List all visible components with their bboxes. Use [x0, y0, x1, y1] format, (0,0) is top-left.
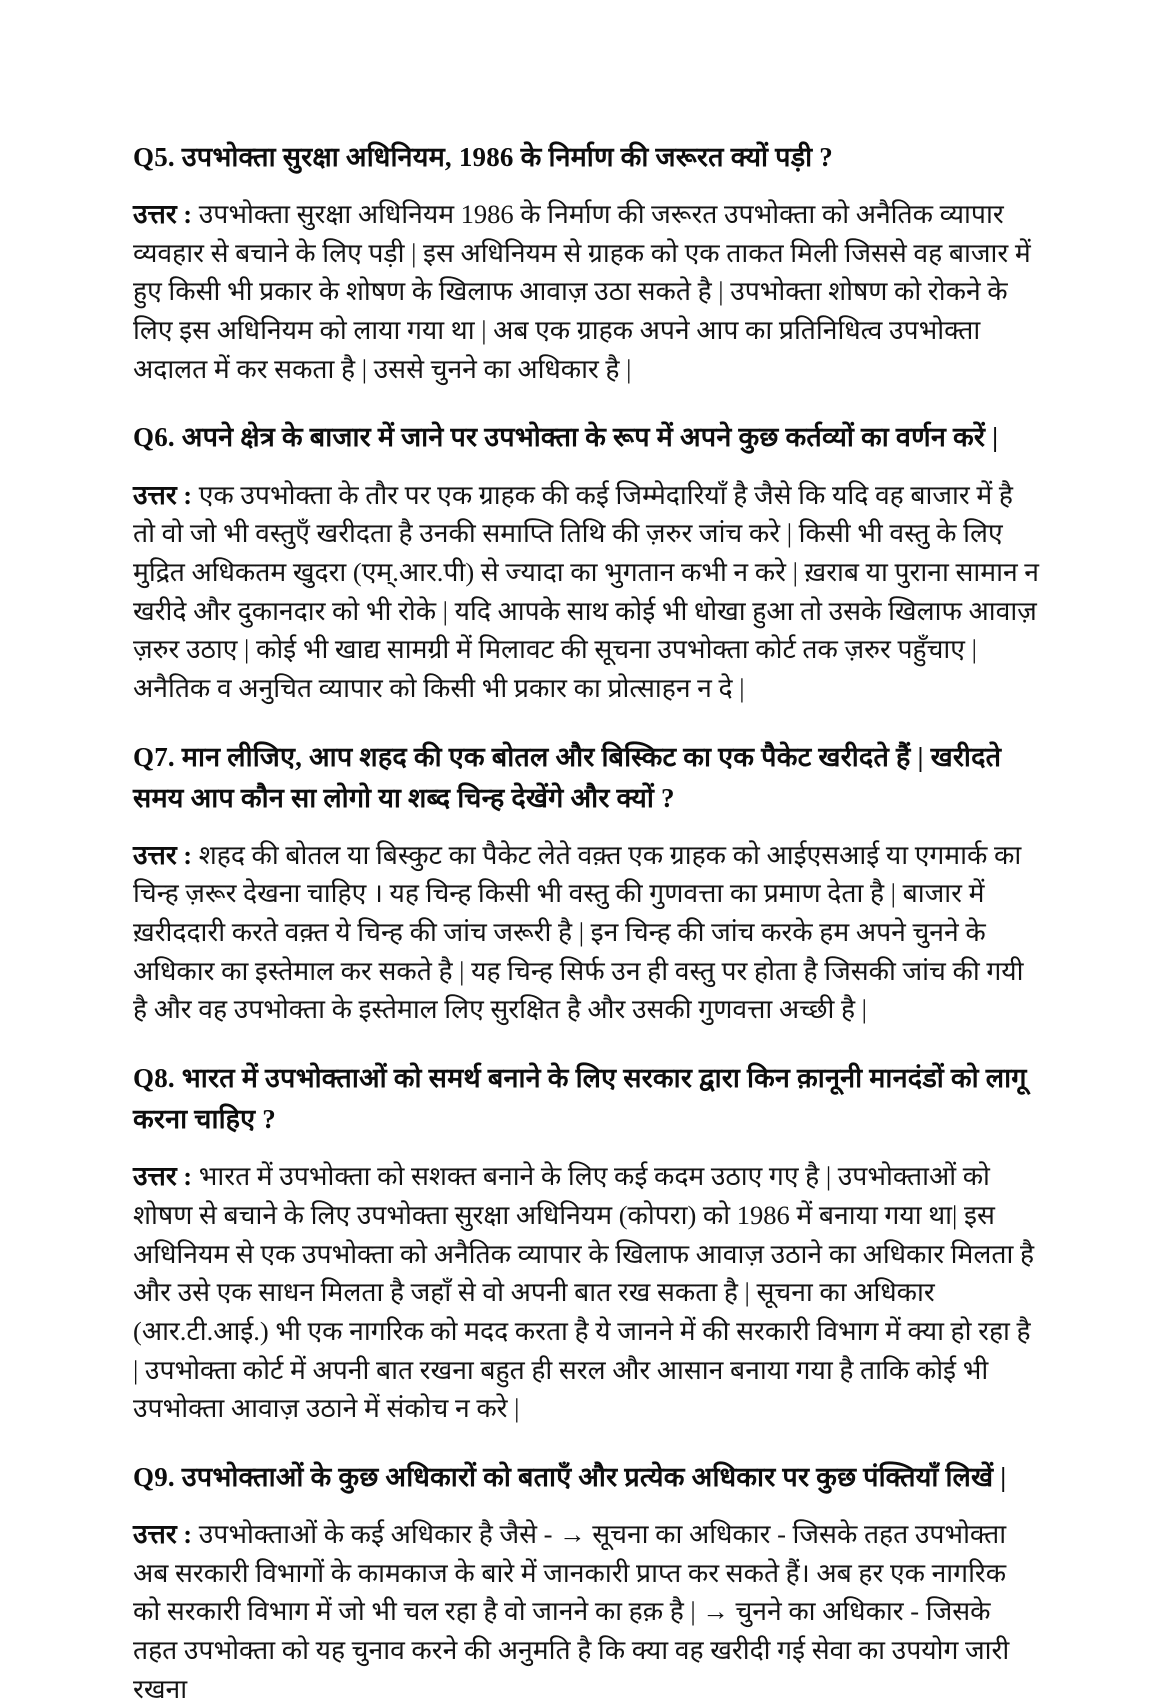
- answer-label-q8: उत्तर :: [133, 1161, 193, 1192]
- answer-label-q9: उत्तर :: [133, 1519, 193, 1550]
- answer-paragraph-q5: [133, 195, 1039, 388]
- answer-paragraph-q8: [133, 1157, 1039, 1428]
- question-heading-q8: Q8. भारत में उपभोक्ताओं को समर्थ बनाने के लिए सरकार द्वारा किन क़ानूनी मानदंडों को लागू करना चाहिए ?: [133, 1063, 1027, 1135]
- qa-block-q9: [133, 1457, 1039, 1708]
- answer-paragraph-q9: [133, 1515, 1039, 1708]
- answer-label-q5: उत्तर :: [133, 199, 193, 230]
- answer-text-q7: शहद की बोतल या बिस्कुट का पैकेट लेते वक़्त एक ग्राहक को आईएसआई या एगमार्क का चिन्ह ज़रूर देखना चाहिए । यह चिन्ह किसी भी वस्तु की गुणवत्ता का प्रमाण देता है | बाजार में ख़रीददारी करते वक़्त ये चिन्ह की जांच जरूरी है | इन चिन्ह की जांच करके हम अपने चुनने के अधिकार का इस्तेमाल कर सकते है | यह चिन्ह सिर्फ उन ही वस्तु पर होता है जिसकी जांच की गयी है और वह उपभोक्ता के इस्तेमाल लिए सुरक्षित है और उसकी गुणवत्ता अच्छी है |: [133, 839, 1024, 1025]
- qa-block-q5: [133, 137, 1039, 388]
- answer-paragraph-q7: [133, 836, 1039, 1029]
- question-heading-q7: Q7. मान लीजिए, आप शहद की एक बोतल और बिस्किट का एक पैकेट खरीदते हैं | खरीदते समय आप कौन सा लोगो या शब्द चिन्ह देखेंगे और क्यों ?: [133, 741, 1002, 813]
- qa-block-q6: [133, 417, 1039, 707]
- question-heading-q5: Q5. उपभोक्ता सुरक्षा अधिनियम, 1986 के निर्माण की जरूरत क्यों पड़ी ?: [133, 142, 833, 172]
- qa-block-q8: [133, 1058, 1039, 1428]
- answer-text-q8: भारत में उपभोक्ता को सशक्त बनाने के लिए कई कदम उठाए गए है | उपभोक्ताओं को शोषण से बचाने के लिए उपभोक्ता सुरक्षा अधिनियम (कोपरा) को 1986 में बनाया गया था| इस अधिनियम से एक उपभोक्ता को अनैतिक व्यापार के खिलाफ आवाज़ उठाने का अधिकार मिलता है और उसे एक साधन मिलता है जहाँ से वो अपनी बात रख सकता है | सूचना का अधिकार (आर.टी.आई.) भी एक नागरिक को मदद करता है ये जानने में की सरकारी विभाग में क्या हो रहा है | उपभोक्ता कोर्ट में अपनी बात रखना बहुत ही सरल और आसान बनाया गया है ताकि कोई भी उपभोक्ता आवाज़ उठाने में संकोच न करे |: [133, 1161, 1035, 1424]
- answer-paragraph-q6: [133, 476, 1039, 708]
- answer-text-q5: उपभोक्ता सुरक्षा अधिनियम 1986 के निर्माण की जरूरत उपभोक्ता को अनैतिक व्यापार व्यवहार से बचाने के लिए पड़ी | इस अधिनियम से ग्राहक को एक ताकत मिली जिससे वह बाजार में हुए किसी भी प्रकार के शोषण के खिलाफ आवाज़ उठा सकते है | उपभोक्ता शोषण को रोकने के लिए इस अधिनियम को लाया गया था | अब एक ग्राहक अपने आप का प्रतिनिधित्व उपभोक्ता अदालत में कर सकता है | उससे चुनने का अधिकार है |: [133, 199, 1031, 384]
- question-heading-q9: Q9. उपभोक्ताओं के कुछ अधिकारों को बताएँ और प्रत्येक अधिकार पर कुछ पंक्तियाँ लिखें |: [133, 1462, 1007, 1492]
- qa-block-q7: [133, 737, 1039, 1030]
- answer-text-q6: एक उपभोक्ता के तौर पर एक ग्राहक की कई जिम्मेदारियाँ है जैसे कि यदि वह बाजार में है तो वो जो भी वस्तुएँ खरीदता है उनकी समाप्ति तिथि की ज़रुर जांच करे | किसी भी वस्तु के लिए मुद्रित अधिकतम खुदरा (एम्.आर.पी) से ज्यादा का भुगतान कभी न करे | ख़राब या पुराना सामान न खरीदे और दुकानदार को भी रोके | यदि आपके साथ कोई भी धोखा हुआ तो उसके खिलाफ आवाज़ ज़रुर उठाए | कोई भी खाद्य सामग्री में मिलावट की सूचना उपभोक्ता कोर्ट तक ज़रुर पहुँचाए | अनैतिक व अनुचित व्यापार को किसी भी प्रकार का प्रोत्साहन न दे |: [133, 479, 1039, 703]
- answer-text-q9: उपभोक्ताओं के कई अधिकार है जैसे - → सूचना का अधिकार - जिसके तहत उपभोक्ता अब सरकारी विभागों के कामकाज के बारे में जानकारी प्राप्त कर सकते हैं। अब हर एक नागरिक को सरकारी विभाग में जो भी चल रहा है वो जानने का हक़ है | → चुनने का अधिकार - जिसके तहत उपभोक्ता को यह चुनाव करने की अनुमति है कि क्या वह खरीदी गई सेवा का उपयोग जारी रखना: [133, 1519, 1010, 1704]
- answer-label-q7: उत्तर :: [133, 839, 193, 870]
- question-heading-q6: Q6. अपने क्षेत्र के बाजार में जाने पर उपभोक्ता के रूप में अपने कुछ कर्तव्यों का वर्णन करें |: [133, 422, 999, 453]
- answer-label-q6: उत्तर :: [133, 479, 193, 510]
